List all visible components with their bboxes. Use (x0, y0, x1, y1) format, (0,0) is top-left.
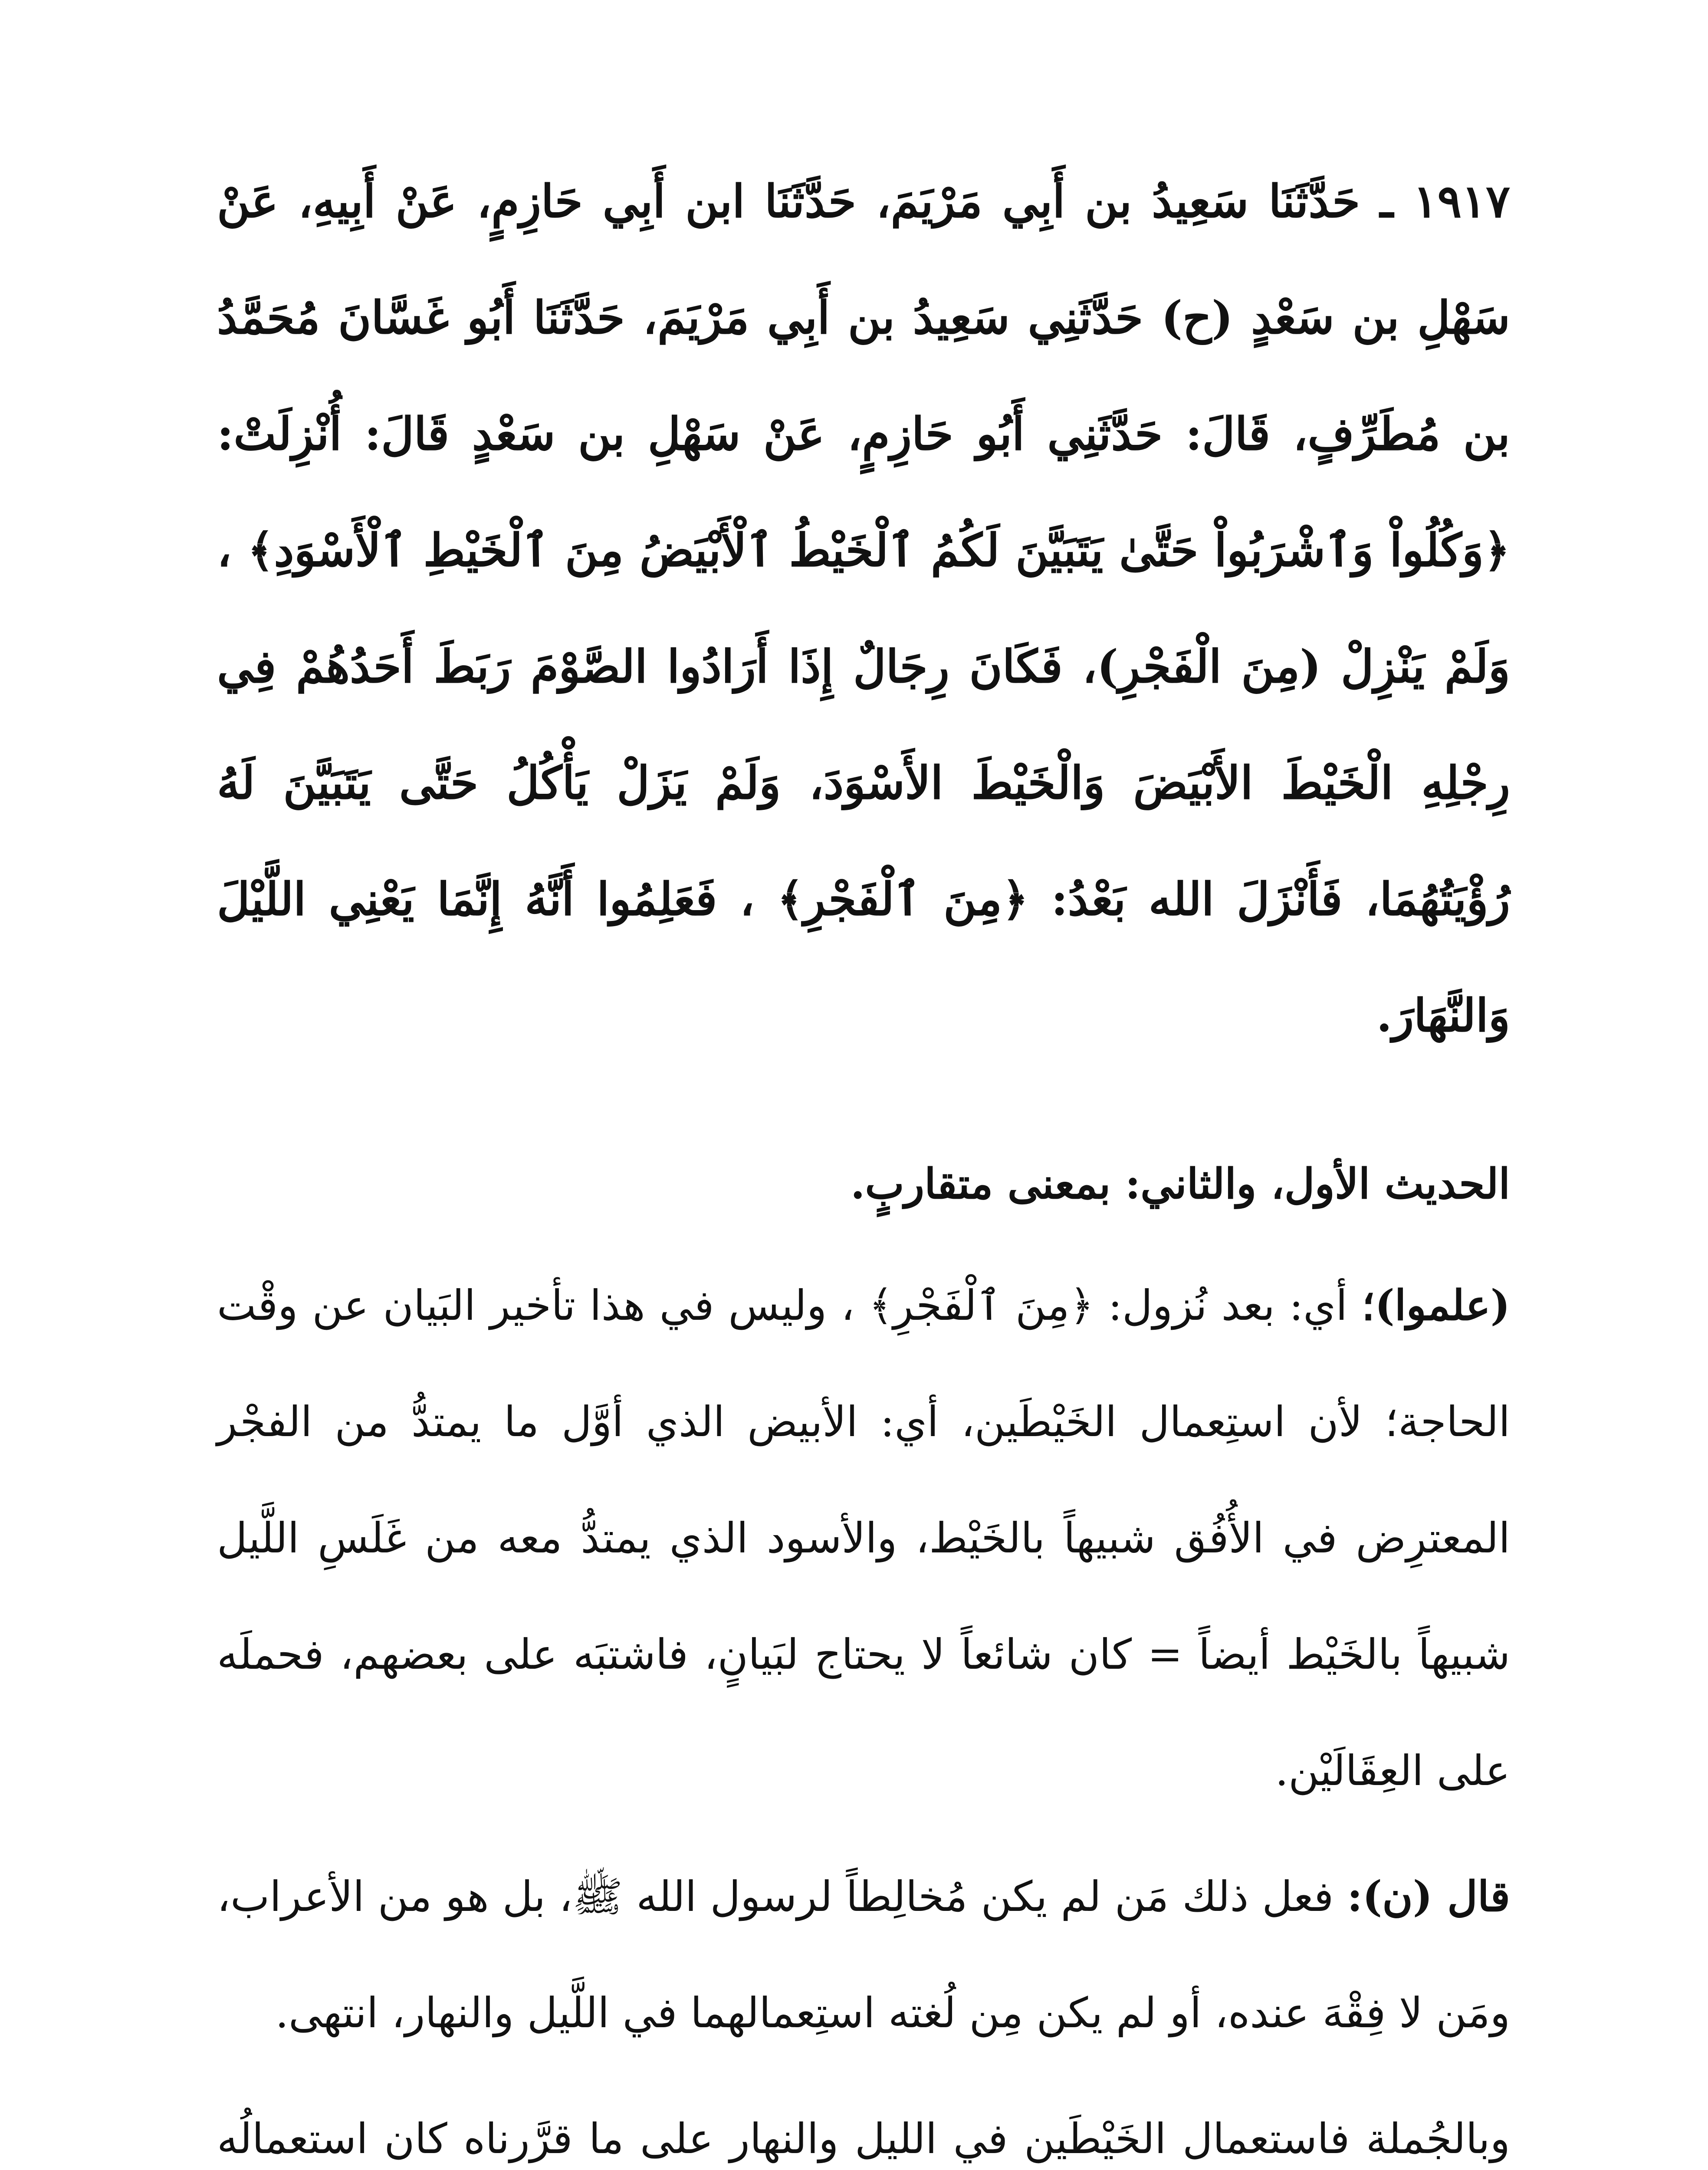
paragraph-text: فعل ذلك مَن لم يكن مُخالِطاً لرسول الله ﷺ، بل هو من الأعراب، ومَن لا فِقْهَ عنده، أو لم يكن مِن لُغته استِعمالهما في اللَّيل والنهار، انتهى. (217, 1872, 1510, 2037)
hadith-dash: ـ (1360, 174, 1413, 228)
paragraph-lead-word: (علموا)؛ (1361, 1281, 1511, 1330)
paragraph-lead-word: قال (ن): (1347, 1872, 1511, 1921)
commentary-paragraph-3: وبالجُملة فاستعمال الخَيْطَين في الليل والنهار على ما قرَّرناه كان استعمالُه (217, 2114, 1510, 2163)
commentary-paragraph-1 (217, 1247, 1510, 1829)
page-body (217, 143, 1510, 2170)
hadith-number: ١٩١٧ (1413, 174, 1510, 228)
paragraph-text: أي: بعد نُزول: ﴿مِنَ ٱلْفَجْرِ﴾ ، وليس في هذا تأخير البَيان عن وقْت الحاجة؛ لأن استِعمال الخَيْطَين، أي: الأبيض الذي أوَّل ما يمتدُّ من الفجْر المعترِض في الأُفُق شبيهاً بالخَيْط، والأسود الذي يمتدُّ معه من غَلَسِ اللَّيل شبيهاً بالخَيْط أيضاً = كان شائعاً لا يحتاج لبَيانٍ، فاشتبَه على بعضهم، فحملَه على العِقَالَيْن. (217, 1281, 1511, 1795)
commentary (217, 1126, 1510, 2170)
hadith-text: حَدَّثَنَا سَعِيدُ بن أَبِي مَرْيَمَ، حَدَّثَنَا ابن أَبِي حَازِمٍ، عَنْ أَبِيهِ، عَنْ سَهْلِ بن سَعْدٍ (ح) حَدَّثَنِي سَعِيدُ بن أَبِي مَرْيَمَ، حَدَّثَنَا أَبُو غَسَّانَ مُحَمَّدُ بن مُطَرِّفٍ، قَالَ: حَدَّثَنِي أَبُو حَازِمٍ، عَنْ سَهْلِ بن سَعْدٍ قَالَ: أُنْزِلَتْ: ﴿وَكُلُواْ وَٱشْرَبُواْ حَتَّىٰ يَتَبَيَّنَ لَكُمُ ٱلْخَيْطُ ٱلْأَبْيَضُ مِنَ ٱلْخَيْطِ ٱلْأَسْوَدِ﴾ ، وَلَمْ يَنْزِلْ (مِنَ الْفَجْرِ)، فَكَانَ رِجَالٌ إِذَا أَرَادُوا الصَّوْمَ رَبَطَ أَحَدُهُمْ فِي رِجْلِهِ الْخَيْطَ الأَبْيَضَ وَالْخَيْطَ الأَسْوَدَ، وَلَمْ يَزَلْ يَأْكُلُ حَتَّى يَتَبَيَّنَ لَهُ رُؤْيَتُهُمَا، فَأَنْزَلَ الله بَعْدُ: ﴿مِنَ ٱلْفَجْرِ﴾ ، فَعَلِمُوا أَنَّهُ إِنَّمَا يَعْنِي اللَّيْلَ وَالنَّهَارَ. (217, 174, 1510, 1042)
hadith-block (217, 143, 1510, 1074)
commentary-heading: الحديث الأول، والثاني: بمعنى متقاربٍ. (850, 1159, 1510, 1208)
commentary-paragraph-2 (217, 1838, 1510, 2071)
